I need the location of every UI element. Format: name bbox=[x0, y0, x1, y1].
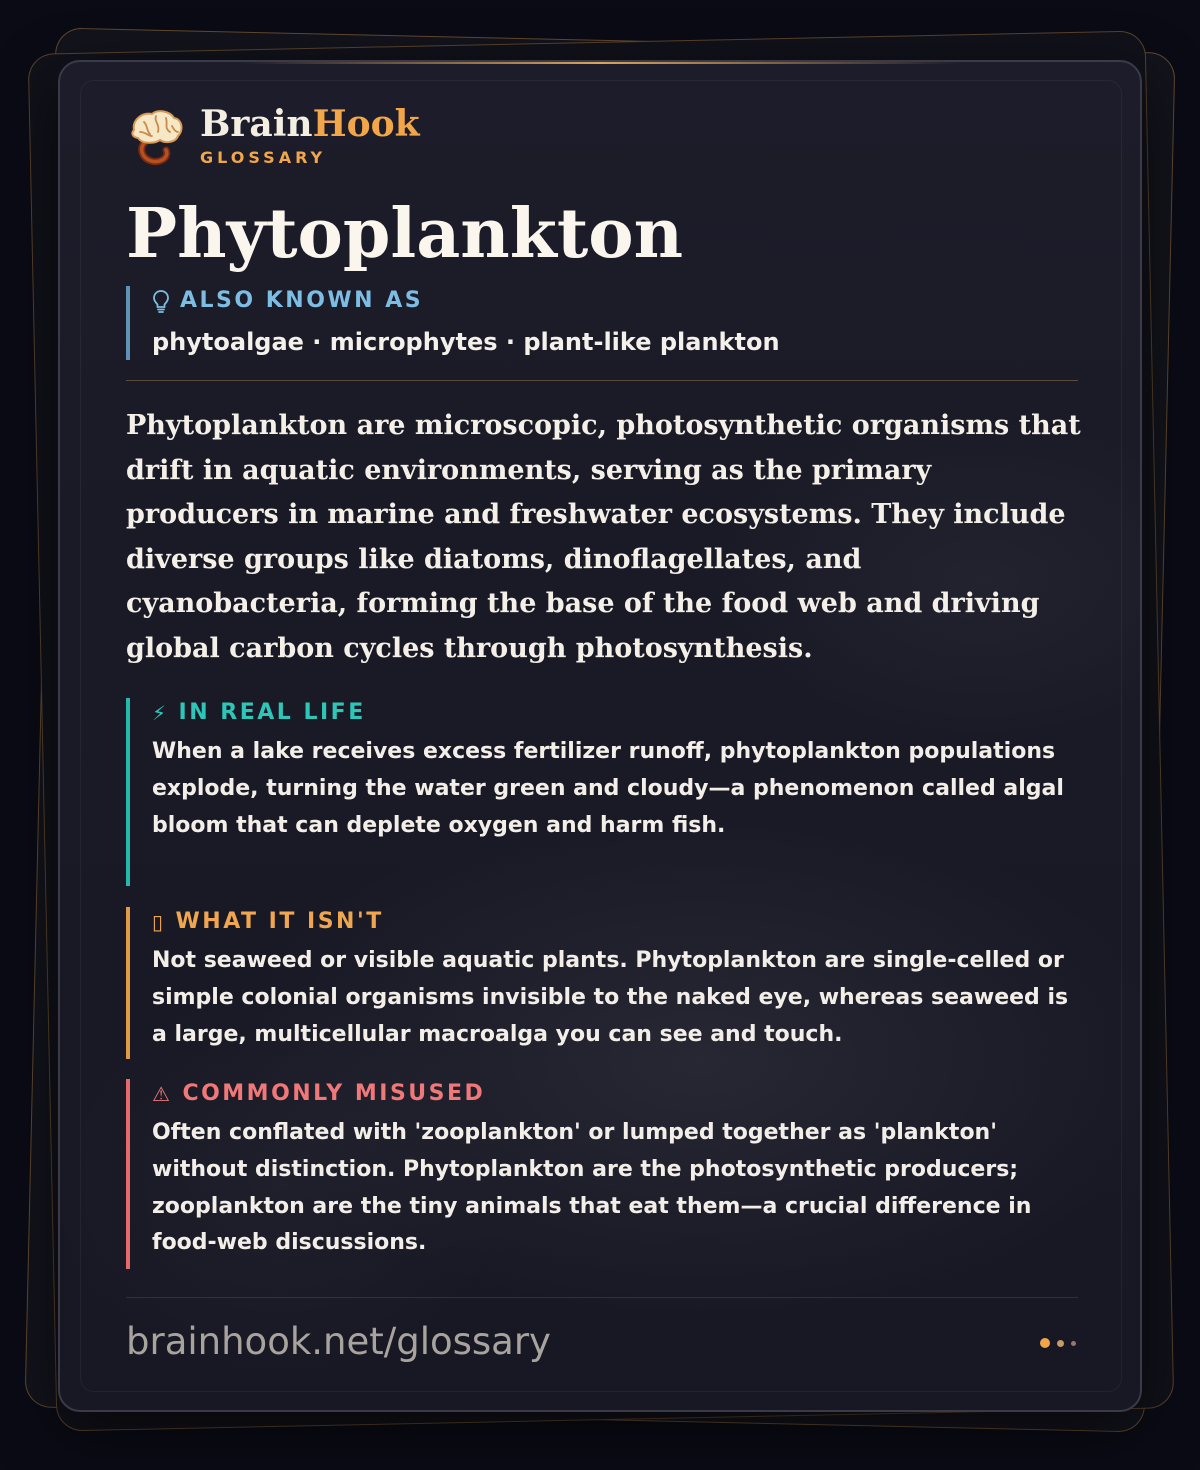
commonly-misused-text: Often conflated with 'zooplankton' or lumped together as 'plankton' without distinction. Phytoplankton are the photosynthetic producers; zooplankton are the tiny animals that eat them—a crucial difference in food-web discussions. bbox=[152, 1120, 1032, 1256]
brand-name-part1: Brain bbox=[200, 103, 313, 145]
footer-url: brainhook.net/glossary bbox=[126, 1320, 551, 1363]
in-real-life-label: IN REAL LIFE bbox=[178, 700, 366, 725]
divider-bottom bbox=[126, 1297, 1078, 1298]
what-it-isnt-label: WHAT IT ISN'T bbox=[175, 909, 384, 934]
pagination-dots bbox=[1040, 1338, 1076, 1348]
brand-name-part2: Hook bbox=[312, 103, 420, 145]
dot bbox=[1071, 1341, 1076, 1346]
brain-hook-logo-icon bbox=[126, 106, 186, 166]
commonly-misused-label: COMMONLY MISUSED bbox=[182, 1081, 486, 1106]
dot-active bbox=[1040, 1338, 1050, 1348]
glossary-card bbox=[58, 60, 1142, 1412]
in-real-life-section bbox=[126, 698, 1086, 886]
also-known-as-label: ALSO KNOWN AS bbox=[180, 288, 424, 313]
brand-subtitle: GLOSSARY bbox=[200, 148, 327, 167]
also-known-as-values: phytoalgae · microphytes · plant-like plankton bbox=[152, 328, 780, 356]
lightning-icon: ⚡ bbox=[152, 701, 169, 725]
brand-header bbox=[126, 104, 420, 167]
dot bbox=[1057, 1340, 1064, 1347]
warning-icon: ⚠ bbox=[152, 1082, 173, 1106]
term-title: Phytoplankton bbox=[126, 194, 684, 274]
lightbulb-icon bbox=[152, 289, 170, 313]
in-real-life-text: When a lake receives excess fertilizer runoff, phytoplankton populations explode, turning the water green and cloudy—a phenomenon called algal bloom that can deplete oxygen and harm fish. bbox=[152, 739, 1064, 838]
commonly-misused-section bbox=[126, 1079, 1086, 1269]
definition-text: Phytoplankton are microscopic, photosynthetic organisms that drift in aquatic environments, serving as the primary producers in marine and freshwater ecosystems. They include diverse groups like diatoms, dinoflagellates, and cyanobacteria, forming the base of the food web and driving global carbon cycles through photosynthesis. bbox=[126, 410, 1081, 664]
what-it-isnt-text: Not seaweed or visible aquatic plants. Phytoplankton are single-celled or simple colonial organisms invisible to the naked eye, whereas seaweed is a large, multicellular macroalga you can see and touch. bbox=[152, 948, 1069, 1047]
brand-name bbox=[200, 104, 420, 144]
missing-glyph-icon: ▯ bbox=[152, 910, 166, 934]
also-known-as-section bbox=[126, 286, 780, 360]
divider-top bbox=[126, 380, 1078, 381]
what-it-isnt-section bbox=[126, 907, 1086, 1059]
